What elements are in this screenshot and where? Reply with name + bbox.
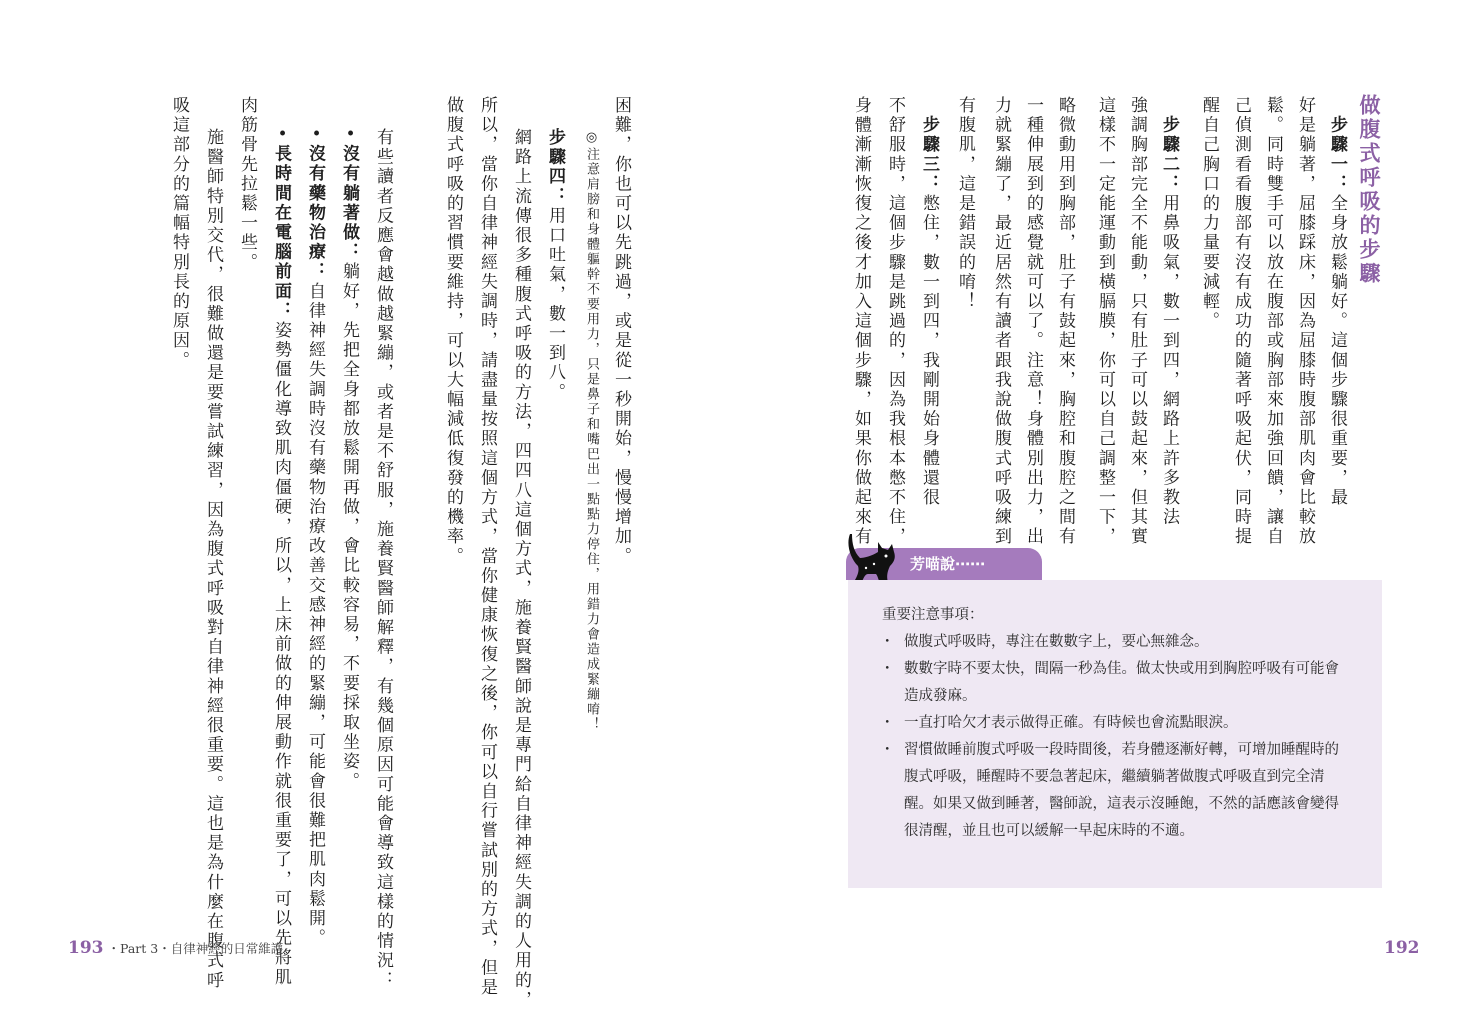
bullet-label: 長時間在電腦前面： xyxy=(271,144,291,322)
notes-intro: 重要注意事項： xyxy=(882,607,984,623)
column-text: 躺好，先把全身都放鬆開再做，會比較容易，不要採取坐姿。 xyxy=(339,262,359,792)
text-column: 不舒服時，這個步驟是跳過的，因為我根本憋不住， xyxy=(885,96,905,547)
notes-list xyxy=(882,629,1352,845)
note-item: ・ 做腹式呼吸時，專注在數數字上，要心無雜念。 xyxy=(882,629,1352,656)
bullet-column xyxy=(300,128,330,948)
note-item: ・ 一直打哈欠才表示做得正確。有時候也會流點眼淚。 xyxy=(882,710,1352,737)
text-column: 吸這部分的篇幅特別長的原因。 xyxy=(169,96,189,371)
text-column: 一種伸展到的感覺就可以了。注意！身體別出力，出 xyxy=(1023,96,1043,547)
note-item: ・ 習慣做睡前腹式呼吸一段時間後，若身體逐漸好轉，可增加睡醒時的腹式呼吸，睡醒時不要急著起床，繼續躺著做腹式呼吸直到完全清醒。如果又做到睡著，醫師說，這表示沒睡飽，不然的話應該會變得很清醒，並且也可以緩解一早起床時的不適。 xyxy=(882,737,1352,845)
footer-left xyxy=(68,938,283,958)
text-column: 強調胸部完全不能動，只有肚子可以鼓起來，但其實 xyxy=(1127,96,1147,547)
section-title: 做腹式呼吸的步驟 xyxy=(1357,94,1381,286)
cat-says-header: 芳喵說⋯⋯ xyxy=(846,548,1042,580)
text-column: 肉筋骨先拉鬆一些。 xyxy=(237,96,257,273)
cat-icon xyxy=(844,528,900,584)
text-column: 身體漸漸恢復之後才加入這個步驟，如果你做起來有 xyxy=(851,96,871,547)
text-column: 做腹式呼吸的習慣要維持，可以大幅減低復發的機率。 xyxy=(443,96,463,567)
text-column: 施醫師特別交代，很難做還是要嘗試練習，因為腹式呼吸對自律神經很重要。這也是為什麼在腹式呼 xyxy=(203,128,223,991)
step-label: 步驟二： xyxy=(1159,115,1179,195)
step-label: 步驟四： xyxy=(545,128,565,207)
text-column: 略微動用到胸部，肚子有鼓起來，胸腔和腹腔之間有 xyxy=(1055,96,1075,547)
text-column: 鬆。同時雙手可以放在腹部或胸部來加強回饋，讓自 xyxy=(1263,96,1283,547)
column-text: 全身放鬆躺好。這個步驟很重要，最 xyxy=(1327,194,1347,508)
text-column: 有腹肌，這是錯誤的唷！ xyxy=(955,96,975,312)
bullet-label: 沒有藥物治療： xyxy=(305,144,325,282)
bullet-label: 沒有躺著做： xyxy=(339,144,359,263)
column-text: 用口吐氣，數一到八。 xyxy=(545,206,565,403)
bullet-column xyxy=(334,128,364,791)
text-column: 有些讀者反應會越做越緊繃，或者是不舒服，施養賢醫師解釋，有幾個原因可能會導致這樣的情況： xyxy=(373,128,393,991)
page-number-left: 193 xyxy=(68,938,104,958)
note-column: ◎注意肩膀和身體軀幹不要用力，只是鼻子和嘴巴出一點點力停住，用錯力會造成緊繃唷！ xyxy=(584,130,599,732)
step-label: 步驟三： xyxy=(919,115,939,195)
step-label: 步驟一： xyxy=(1327,115,1347,195)
notes-box xyxy=(848,580,1382,888)
text-column xyxy=(1154,96,1184,527)
text-column: 困難，你也可以先跳過，或是從一秒開始，慢慢增加。 xyxy=(611,96,631,567)
text-column xyxy=(1322,96,1352,508)
bullet-column xyxy=(266,128,296,987)
text-column: 好是躺著，屈膝踩床，因為屈膝時腹部肌肉會比較放 xyxy=(1295,96,1315,547)
text-column: 醒自己胸口的力量要減輕。 xyxy=(1199,96,1219,332)
column-text: 自律神經失調時沒有藥物治療改善交感神經的緊繃，可能會很難把肌肉鬆開。 xyxy=(305,281,325,949)
text-column xyxy=(914,96,944,508)
text-column: 網路上流傳很多種腹式呼吸的方法，四四八這個方式，施養賢醫師說是專門給自律神經失調的人用的， xyxy=(511,128,531,1010)
text-column: 這樣不一定能運動到橫膈膜，你可以自己調整一下， xyxy=(1095,96,1115,547)
text-column: 己偵測看看腹部有沒有成功的隨著呼吸起伏，同時提 xyxy=(1231,96,1251,547)
running-head: ・Part 3・自律神經的日常維護 xyxy=(107,941,284,956)
column-text: 用鼻吸氣，數一到四，網路上許多教法 xyxy=(1159,194,1179,528)
text-column xyxy=(540,128,570,402)
column-text: 姿勢僵化導致肌肉僵硬，所以，上床前做的伸展動作就很重要了，可以先將肌 xyxy=(271,321,291,988)
column-text: 憋住，數一到四，我剛開始身體還很 xyxy=(919,194,939,508)
text-column: 所以，當你自律神經失調時，請盡量按照這個方式，當你健康恢復之後，你可以自行嘗試別的方式，但是 xyxy=(477,96,497,998)
text-column: 力就緊繃了，最近居然有讀者跟我說做腹式呼吸練到 xyxy=(991,96,1011,547)
page-number-right: 192 xyxy=(1384,938,1420,958)
note-item: ・ 數數字時不要太快，間隔一秒為佳。做太快或用到胸腔呼吸有可能會造成發麻。 xyxy=(882,656,1352,710)
